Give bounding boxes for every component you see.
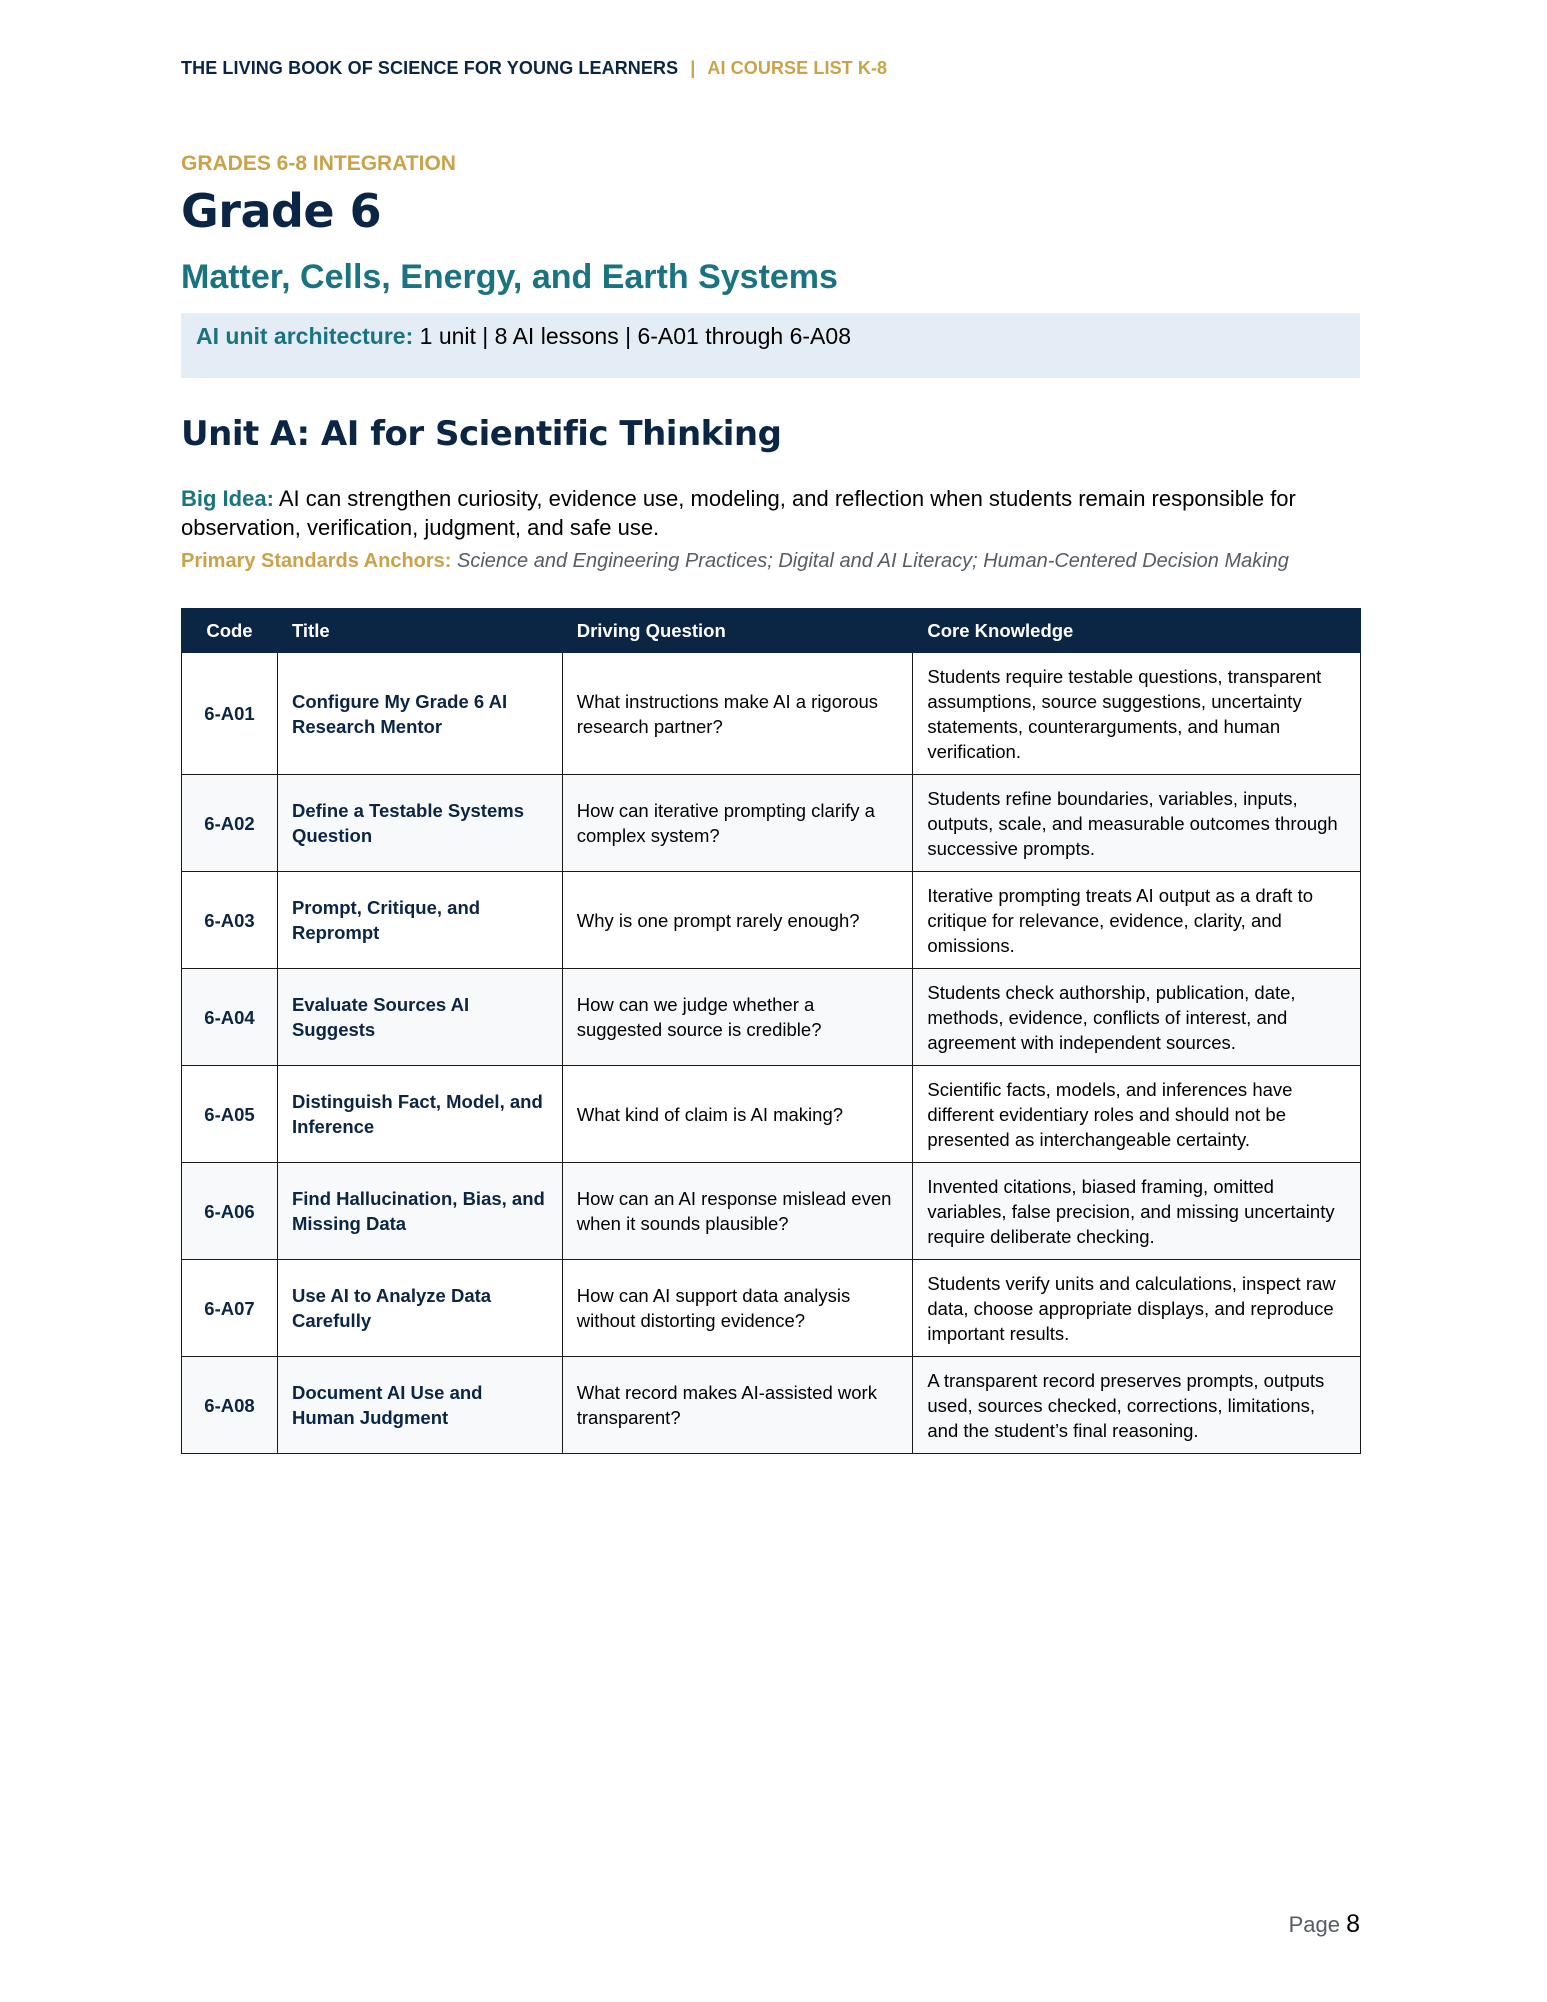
lesson-title: Prompt, Critique, and Reprompt (277, 872, 562, 969)
lesson-core-knowledge: Iterative prompting treats AI output as a draft to critique for relevance, evidence, clarity, and omissions. (913, 872, 1361, 969)
lesson-code: 6-A08 (182, 1357, 278, 1454)
unit-heading: Unit A: AI for Scientific Thinking (181, 414, 782, 454)
column-header-driving-question: Driving Question (562, 609, 913, 653)
lesson-driving-question: How can iterative prompting clarify a complex system? (562, 775, 913, 872)
anchors-label: Primary Standards Anchors: (181, 550, 452, 572)
section-eyebrow: GRADES 6-8 INTEGRATION (181, 152, 456, 175)
lesson-driving-question: What record makes AI-assisted work transparent? (562, 1357, 913, 1454)
page-title: Grade 6 (181, 184, 382, 238)
table-row (182, 653, 1361, 775)
lesson-code: 6-A05 (182, 1066, 278, 1163)
lesson-core-knowledge: Students require testable questions, transparent assumptions, source suggestions, uncertainty statements, counterarguments, and human verification. (913, 653, 1361, 775)
lesson-title: Find Hallucination, Bias, and Missing Data (277, 1163, 562, 1260)
lesson-title: Use AI to Analyze Data Carefully (277, 1260, 562, 1357)
page-subtitle: Matter, Cells, Energy, and Earth Systems (181, 258, 838, 296)
lesson-code: 6-A02 (182, 775, 278, 872)
lesson-driving-question: Why is one prompt rarely enough? (562, 872, 913, 969)
lesson-driving-question: How can we judge whether a suggested source is credible? (562, 969, 913, 1066)
lesson-title: Configure My Grade 6 AI Research Mentor (277, 653, 562, 775)
book-title: THE LIVING BOOK OF SCIENCE FOR YOUNG LEARNERS (181, 58, 679, 78)
lesson-core-knowledge: Students refine boundaries, variables, inputs, outputs, scale, and measurable outcomes through successive prompts. (913, 775, 1361, 872)
table-row (182, 969, 1361, 1066)
big-idea-label: Big Idea: (181, 486, 274, 511)
column-header-core-knowledge: Core Knowledge (913, 609, 1361, 653)
lesson-title: Evaluate Sources AI Suggests (277, 969, 562, 1066)
table-row (182, 872, 1361, 969)
lesson-driving-question: What instructions make AI a rigorous research partner? (562, 653, 913, 775)
lessons-table (181, 608, 1361, 1454)
header-separator: | (690, 58, 696, 78)
lesson-code: 6-A07 (182, 1260, 278, 1357)
page-number-label: Page (1288, 1912, 1340, 1937)
lesson-core-knowledge: Scientific facts, models, and inferences have different evidentiary roles and should not be presented as interchangeable certainty. (913, 1066, 1361, 1163)
table-header-row (182, 609, 1361, 653)
table-row (182, 1066, 1361, 1163)
lesson-title: Document AI Use and Human Judgment (277, 1357, 562, 1454)
architecture-label: AI unit architecture: (196, 323, 414, 349)
lesson-driving-question: How can AI support data analysis without distorting evidence? (562, 1260, 913, 1357)
lesson-core-knowledge: Students check authorship, publication, date, methods, evidence, conflicts of interest, and agreement with independent sources. (913, 969, 1361, 1066)
lesson-title: Define a Testable Systems Question (277, 775, 562, 872)
table-row (182, 1163, 1361, 1260)
lesson-code: 6-A01 (182, 653, 278, 775)
lesson-code: 6-A06 (182, 1163, 278, 1260)
lesson-title: Distinguish Fact, Model, and Inference (277, 1066, 562, 1163)
anchors-text: Science and Engineering Practices; Digital and AI Literacy; Human-Centered Decision Making (457, 550, 1289, 572)
column-header-code: Code (182, 609, 278, 653)
lesson-driving-question: How can an AI response mislead even when it sounds plausible? (562, 1163, 913, 1260)
page-number (1289, 1910, 1360, 1939)
page-number-value: 8 (1346, 1910, 1360, 1938)
lesson-core-knowledge: A transparent record preserves prompts, outputs used, sources checked, corrections, limitations, and the student’s final reasoning. (913, 1357, 1361, 1454)
table-row (182, 1260, 1361, 1357)
running-header (181, 58, 887, 79)
column-header-title: Title (277, 609, 562, 653)
big-idea-text: AI can strengthen curiosity, evidence use, modeling, and reflection when students remain responsible for observation, verification, judgment, and safe use. (181, 486, 1296, 540)
course-title: AI COURSE LIST K-8 (707, 58, 888, 78)
table-row (182, 1357, 1361, 1454)
big-idea (181, 484, 1360, 542)
unit-architecture-callout (181, 313, 1360, 378)
lesson-code: 6-A04 (182, 969, 278, 1066)
architecture-value: 1 unit | 8 AI lessons | 6-A01 through 6-A08 (419, 323, 851, 349)
lesson-core-knowledge: Students verify units and calculations, inspect raw data, choose appropriate displays, and reproduce important results. (913, 1260, 1361, 1357)
lesson-code: 6-A03 (182, 872, 278, 969)
standards-anchors (181, 549, 1360, 573)
lesson-core-knowledge: Invented citations, biased framing, omitted variables, false precision, and missing uncertainty require deliberate checking. (913, 1163, 1361, 1260)
lesson-driving-question: What kind of claim is AI making? (562, 1066, 913, 1163)
table-row (182, 775, 1361, 872)
